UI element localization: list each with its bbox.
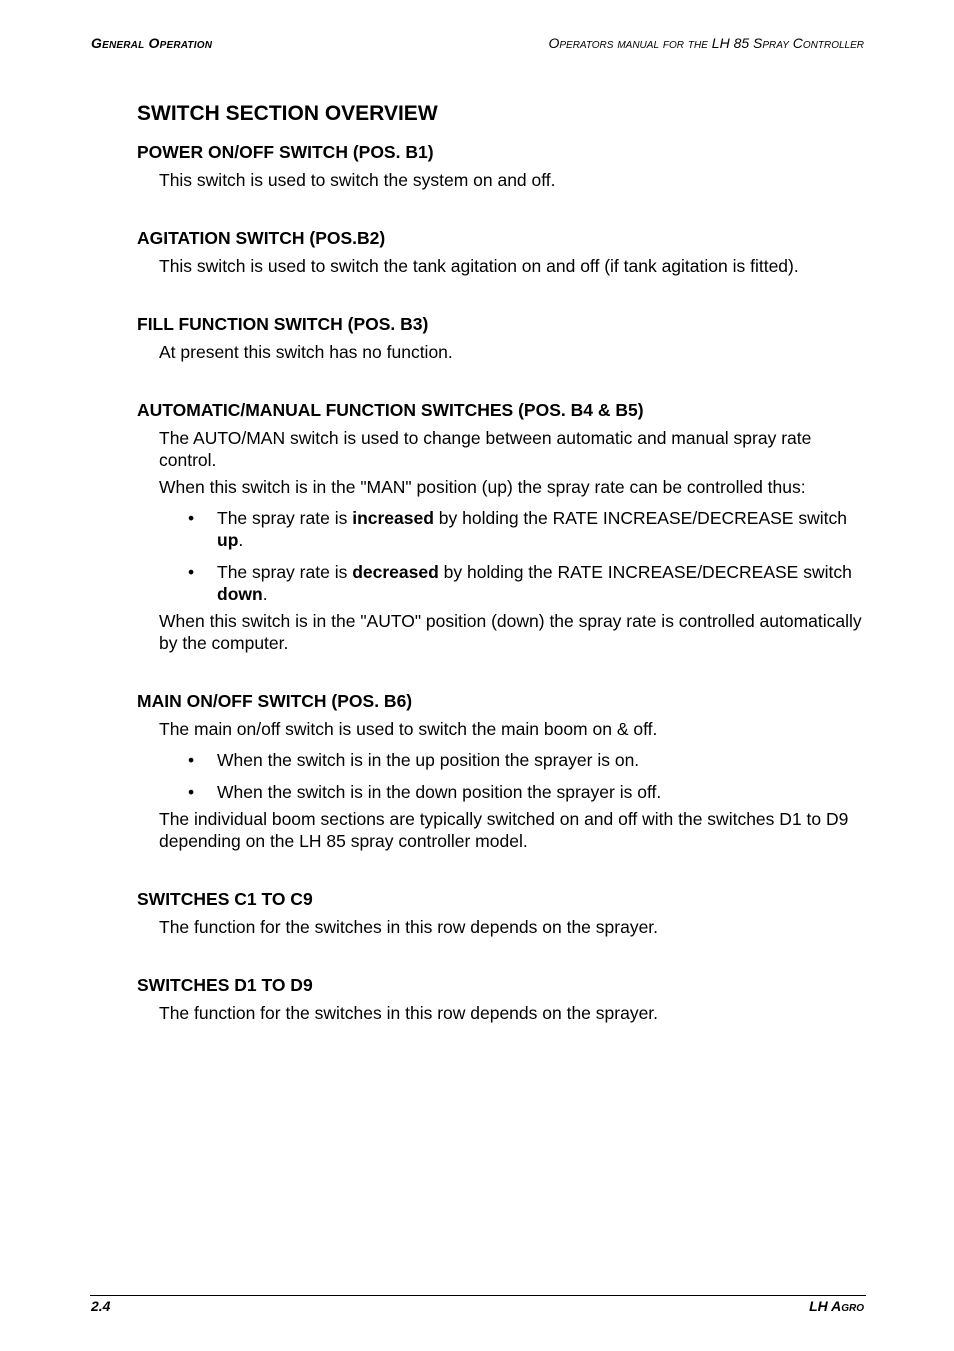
- page-number: 2.4: [91, 1298, 111, 1314]
- bullet-glyph: •: [188, 562, 195, 582]
- bullet-text: by holding the RATE INCREASE/DECREASE switch: [433, 508, 847, 528]
- footer-brand: LH Agro: [809, 1298, 864, 1314]
- c-switches-text: The function for the switches in this row depends on the sprayer.: [159, 917, 659, 937]
- power-switch-text: This switch is used to switch the system on and off.: [159, 170, 556, 190]
- power-switch-heading: POWER ON/OFF SWITCH (POS. B1): [137, 142, 434, 162]
- header-chapter: General Operation: [91, 35, 213, 51]
- list-item: [188, 781, 867, 803]
- bullet-glyph: •: [188, 508, 195, 528]
- footer-divider: [90, 1295, 866, 1296]
- auto-manual-text-3: When this switch is in the "AUTO" position (down) the spray rate is controlled automatically by the computer.: [159, 611, 862, 653]
- main-switch-bullets: [137, 749, 867, 803]
- bullet-glyph: •: [188, 750, 195, 770]
- bullet-text: When the switch is in the down position the sprayer is off.: [217, 782, 662, 802]
- auto-manual-heading: AUTOMATIC/MANUAL FUNCTION SWITCHES (POS. B4 & B5): [137, 400, 644, 420]
- bullet-text: .: [238, 530, 244, 550]
- bullet-text: The spray rate is: [217, 508, 353, 528]
- bullet-text: When the switch is in the up position the sprayer is on.: [217, 750, 640, 770]
- main-switch-heading: MAIN ON/OFF SWITCH (POS. B6): [137, 691, 413, 711]
- d-switches-heading: SWITCHES D1 TO D9: [137, 975, 313, 995]
- bullet-text: The spray rate is: [217, 562, 353, 582]
- bullet-glyph: •: [188, 782, 195, 802]
- bullet-emphasis: decreased: [352, 562, 439, 582]
- page-content: [137, 100, 867, 1059]
- auto-manual-text-2: When this switch is in the "MAN" position (up) the spray rate can be controlled thus:: [159, 477, 806, 497]
- page-header: [91, 30, 864, 54]
- agitation-switch-text: This switch is used to switch the tank agitation on and off (if tank agitation is fitted).: [159, 256, 799, 276]
- bullet-emphasis: down: [217, 584, 263, 604]
- header-manual-title: Operators manual for the LH 85 Spray Controller: [548, 35, 864, 51]
- list-item: [188, 561, 867, 605]
- fill-switch-text: At present this switch has no function.: [159, 342, 453, 362]
- main-switch-text-2: The individual boom sections are typically switched on and off with the switches D1 to D9 depending on the LH 85 spray controller model.: [159, 809, 849, 851]
- fill-switch-section: [137, 312, 867, 363]
- list-item: [188, 507, 867, 551]
- bullet-emphasis: up: [217, 530, 239, 550]
- bullet-text: .: [262, 584, 268, 604]
- d-switches-section: [137, 973, 867, 1024]
- agitation-switch-heading: AGITATION SWITCH (POS.B2): [137, 228, 386, 248]
- list-item: [188, 749, 867, 771]
- bullet-emphasis: increased: [352, 508, 434, 528]
- auto-manual-bullets: [137, 507, 867, 605]
- c-switches-section: [137, 887, 867, 938]
- power-switch-section: [137, 140, 867, 191]
- auto-manual-section: [137, 398, 867, 654]
- main-switch-text-1: The main on/off switch is used to switch the main boom on & off.: [159, 719, 658, 739]
- main-switch-section: [137, 689, 867, 852]
- auto-manual-text-1: The AUTO/MAN switch is used to change between automatic and manual spray rate control.: [159, 428, 812, 470]
- fill-switch-heading: FILL FUNCTION SWITCH (POS. B3): [137, 314, 429, 334]
- agitation-switch-section: [137, 226, 867, 277]
- c-switches-heading: SWITCHES C1 TO C9: [137, 889, 313, 909]
- section-title: SWITCH SECTION OVERVIEW: [137, 102, 438, 125]
- bullet-text: by holding the RATE INCREASE/DECREASE switch: [438, 562, 852, 582]
- d-switches-text: The function for the switches in this row depends on the sprayer.: [159, 1003, 659, 1023]
